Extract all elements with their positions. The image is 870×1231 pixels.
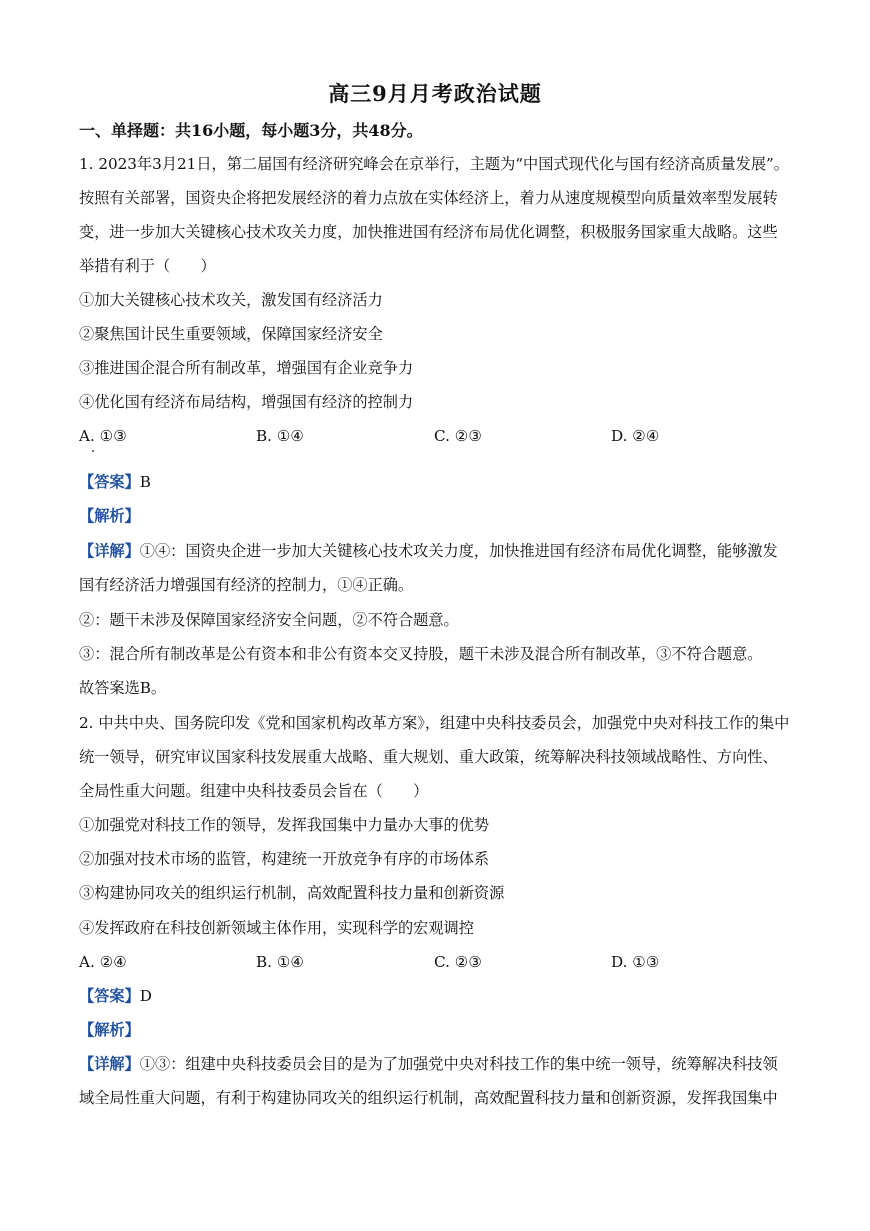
q2-item: ①加强党对科技工作的领导，发挥我国集中力量办大事的优势 xyxy=(79,816,490,834)
q1-option-d: D. ②④ xyxy=(611,427,660,445)
q2-item: ④发挥政府在科技创新领域主体作用，实现科学的宏观调控 xyxy=(79,919,474,937)
q2-detail-line: 域全局性重大问题，有利于构建协同攻关的组织运行机制，高效配置科技力量和创新资源，发挥我国集中 xyxy=(79,1089,778,1107)
q2-item: ②加强对技术市场的监管，构建统一开放竞争有序的市场体系 xyxy=(79,850,490,868)
q2-option-a: A. ②④ xyxy=(79,953,127,971)
q2-option-d: D. ①③ xyxy=(611,953,660,971)
q1-stem-line: 举措有利于（ ） xyxy=(79,257,216,275)
q1-detail-line: ③：混合所有制改革是公有资本和非公有资本交叉持股，题干未涉及混合所有制改革，③不符合题意。 xyxy=(79,645,763,663)
detail-text: ①④：国资央企进一步加大关键核心技术攻关力度，加快推进国有经济布局优化调整，能够激发 xyxy=(139,542,778,560)
q2-stem-line: 全局性重大问题。组建中央科技委员会旨在（ ） xyxy=(79,782,429,800)
answer-tag: 【答案】 xyxy=(79,987,140,1005)
q2-detail-line xyxy=(79,1054,799,1074)
q1-option-a: A. ①③ xyxy=(79,427,127,445)
q1-item: ②聚焦国计民生重要领域，保障国家经济安全 xyxy=(79,325,383,343)
q2-option-b: B. ①④ xyxy=(256,953,305,971)
q2-answer xyxy=(79,986,799,1006)
q2-analysis xyxy=(79,1020,799,1040)
answer-value: B xyxy=(139,473,151,491)
q2-stem-line: 2. 中共中央、国务院印发《党和国家机构改革方案》，组建中央科技委员会，加强党中央对科技工作的集中 xyxy=(79,714,790,732)
q1-stem-line: 按照有关部署，国资央企将把发展经济的着力点放在实体经济上，着力从速度规模型向质量效率型发展转 xyxy=(79,189,778,207)
q1-option-c: C. ②③ xyxy=(434,427,482,445)
detail-tag: 【详解】 xyxy=(79,1055,140,1073)
q1-detail-line: 故答案选B。 xyxy=(79,679,167,697)
q1-item: ①加大关键核心技术攻关，激发国有经济活力 xyxy=(79,291,383,309)
q2-option-c: C. ②③ xyxy=(434,953,482,971)
stray-mark xyxy=(92,450,94,452)
q2-stem-line: 统一领导，研究审议国家科技发展重大战略、重大规划、重大政策，统筹解决科技领域战略性、方向性、 xyxy=(79,748,778,766)
q1-item: ③推进国企混合所有制改革，增强国有企业竞争力 xyxy=(79,359,414,377)
analysis-tag: 【解析】 xyxy=(79,507,140,525)
detail-text: ①③：组建中央科技委员会目的是为了加强党中央对科技工作的集中统一领导，统筹解决科技领 xyxy=(139,1055,778,1073)
q1-stem-line: 变，进一步加大关键核心技术攻关力度，加快推进国有经济布局优化调整，积极服务国家重大战略。这些 xyxy=(79,223,778,241)
q1-detail-line: ②：题干未涉及保障国家经济安全问题，②不符合题意。 xyxy=(79,611,459,629)
answer-tag: 【答案】 xyxy=(79,473,140,491)
q1-stem-line: 1. 2023年3月21日，第二届国有经济研究峰会在京举行，主题为“中国式现代化与国有经济高质量发展”。 xyxy=(79,155,789,173)
q1-option-b: B. ①④ xyxy=(256,427,305,445)
q1-analysis xyxy=(79,506,799,526)
q2-item: ③构建协同攻关的组织运行机制，高效配置科技力量和创新资源 xyxy=(79,884,505,902)
page-title: 高三9月月考政治试题 xyxy=(328,81,542,106)
q1-item: ④优化国有经济布局结构，增强国有经济的控制力 xyxy=(79,393,414,411)
q1-answer xyxy=(79,472,799,492)
q1-detail-line: 国有经济活力增强国有经济的控制力，①④正确。 xyxy=(79,576,414,594)
answer-value: D xyxy=(139,987,152,1005)
section-heading: 一、单择题：共16小题，每小题3分，共48分。 xyxy=(79,121,423,140)
analysis-tag: 【解析】 xyxy=(79,1021,140,1039)
detail-tag: 【详解】 xyxy=(79,542,140,560)
q1-detail-line xyxy=(79,541,799,561)
